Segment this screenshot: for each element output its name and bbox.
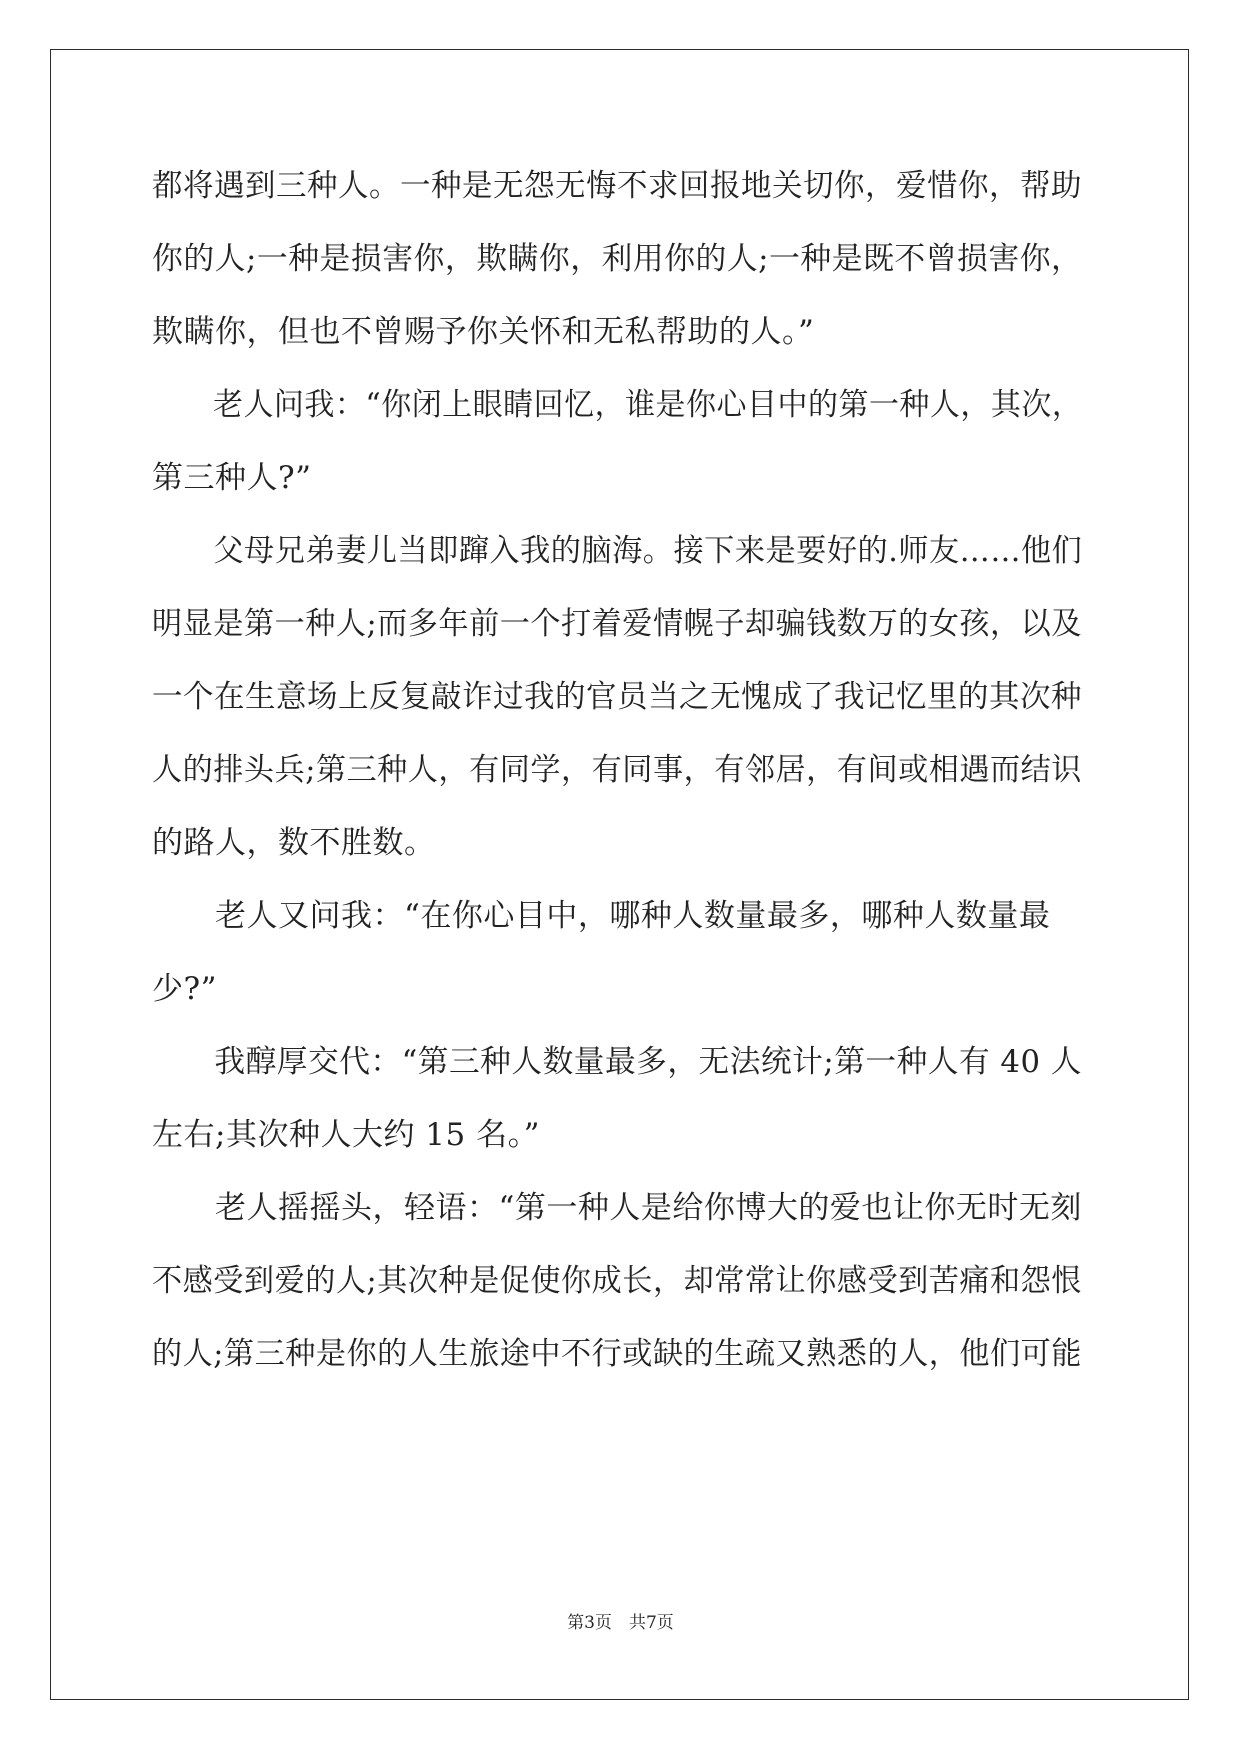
text-line: 不感受到爱的人;其次种是促使你成长，却常常让你感受到苦痛和怨恨	[152, 1263, 1082, 1299]
text-line: 第三种人?”	[152, 460, 312, 496]
text-line: 的人;第三种是你的人生旅途中不行或缺的生疏又熟悉的人，他们可能	[152, 1336, 1082, 1372]
page-border	[50, 49, 1189, 1700]
text-line: 都将遇到三种人。一种是无怨无悔不求回报地关切你，爱惜你，帮助	[152, 168, 1082, 204]
page-number-footer: 第3页 共7页	[567, 1613, 674, 1633]
text-line: 父母兄弟妻儿当即蹿入我的脑海。接下来是要好的.师友……他们	[152, 533, 1083, 569]
text-line: 你的人;一种是损害你，欺瞒你，利用你的人;一种是既不曾损害你，	[152, 241, 1083, 277]
text-line: 少?”	[152, 971, 217, 1007]
text-line: 的路人，数不胜数。	[152, 825, 436, 861]
text-line: 左右;其次种人大约 15 名。”	[152, 1117, 540, 1153]
text-line: 老人问我：“你闭上眼睛回忆，谁是你心目中的第一种人，其次，	[152, 387, 1083, 423]
text-line: 我醇厚交代：“第三种人数量最多，无法统计;第一种人有 40 人	[152, 1044, 1082, 1080]
text-line: 老人又问我：“在你心目中，哪种人数量最多，哪种人数量最	[152, 898, 1051, 934]
text-line: 欺瞒你，但也不曾赐予你关怀和无私帮助的人。”	[152, 314, 815, 350]
text-line: 人的排头兵;第三种人，有同学，有同事，有邻居，有间或相遇而结识	[152, 752, 1082, 788]
text-line: 明显是第一种人;而多年前一个打着爱情幌子却骗钱数万的女孩，以及	[152, 606, 1082, 642]
text-line: 一个在生意场上反复敲诈过我的官员当之无愧成了我记忆里的其次种	[152, 679, 1082, 715]
text-line: 老人摇摇头，轻语：“第一种人是给你博大的爱也让你无时无刻	[152, 1190, 1082, 1226]
